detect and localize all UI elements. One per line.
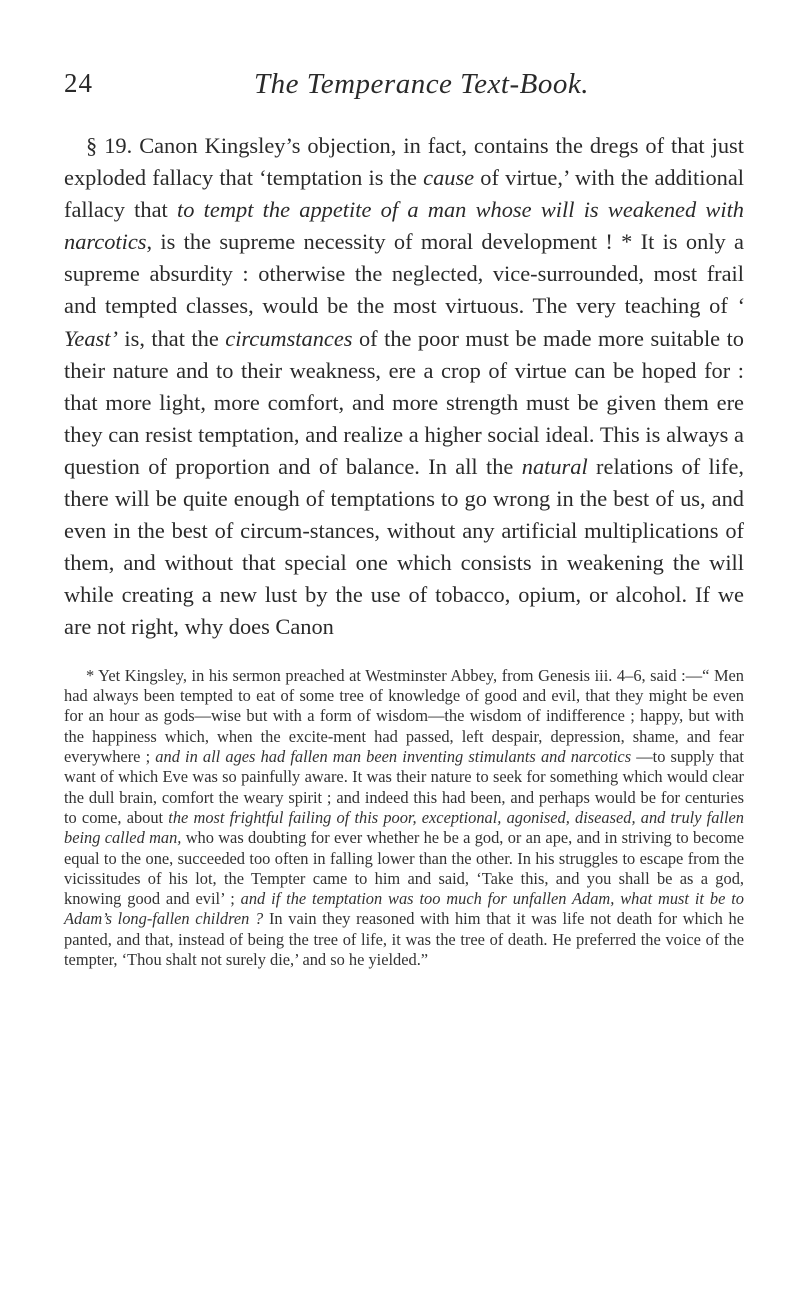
body-text-segment: of virtue,’ with the additional fallacy that xyxy=(64,165,744,223)
body-text-segment: , is the supreme necessity of moral development ! * It is only a supreme absurdity : otherwise the neglected, vice-surrounded, most frail and tempted classes, would be the most virtuous. The very teaching of xyxy=(64,229,744,319)
footnote-text-segment: In vain they reasoned with him that it was life not death for which he panted, and that, instead of being the tree of life, it was the tree of death. He preferred the voice of the tempter, ‘Thou shalt not surely die,’ and so he yielded.” xyxy=(64,909,744,970)
page-header xyxy=(64,68,744,108)
book-page xyxy=(64,68,744,987)
body-text-segment: § 19. Canon Kingsley’s objection, in fact, contains the dregs of that just exploded fallacy that ‘temptation is the xyxy=(64,133,744,191)
footnote-emphasis: the most frightful failing of this poor, exceptional, agonised, diseased, and truly fallen being called man, xyxy=(64,807,744,848)
emphasis: ‘ Yeast’ xyxy=(64,293,744,351)
body-text-segment: is, that the xyxy=(117,325,226,351)
page-number: 24 xyxy=(64,68,93,98)
emphasis: circumstances xyxy=(225,325,353,351)
footnote-text-segment: * Yet Kingsley, in his sermon preached at Westminster Abbey, from Genesis iii. 4–6, said :—“ Men had always been tempted to eat of some tree of knowledge of good and evil, that they might be even for an hour as gods—wise but with a form of wisdom—the wisdom of indifference ; happy, but with the happiness which, when the excite-ment had passed, left despair, depression, shame, and fear everywhere ; xyxy=(64,665,744,767)
footnote-text-segment: —to supply that want of which Eve was so painfully aware. It was their nature to seek for something which would clear the dull brain, comfort the weary spirit ; and indeed this had been, and perhaps would be for centuries to come, about xyxy=(64,747,744,827)
emphasis: natural xyxy=(521,453,588,479)
body-text-segment: of the poor must be made more suitable to their nature and to their weakness, ere a crop of virtue can be hoped for : that more light, more comfort, and more strength must be given them ere they can resist temptation, and realize a higher social ideal. This is always a question of proportion and of balance. In all the xyxy=(64,325,744,479)
body-paragraph xyxy=(64,130,744,644)
footnote-emphasis: and if the temptation was too much for unfallen Adam, what must it be to Adam’s long-fallen children ? xyxy=(64,889,744,929)
footnote-text-segment: who was doubting for ever whether he be a god, or an ape, and in striving to become equal to the one, succeeded too often in falling lower than the other. In his struggles to escape from the vicissitudes of his lot, the Tempter came to him and said, ‘Take this, and you shall be as a god, knowing good and evil’ ; xyxy=(64,828,744,909)
body-text-segment: relations of life, there will be quite enough of temptations to go wrong in the best of us, and even in the best of circum-stances, without any artificial multiplications of them, and without that special one which consists in weakening the will while creating a new lust by the use of tobacco, opium, or alcohol. If we are not right, why does Canon xyxy=(64,453,744,640)
running-title: The Temperance Text-Book. xyxy=(254,68,589,100)
emphasis: to tempt the appetite of a man whose will is weakened with narcotics xyxy=(64,197,744,255)
footnote xyxy=(64,666,744,970)
emphasis: cause xyxy=(423,165,475,191)
footnote-emphasis: and in all ages had fallen man been inventing stimulants and narcotics xyxy=(155,747,632,767)
